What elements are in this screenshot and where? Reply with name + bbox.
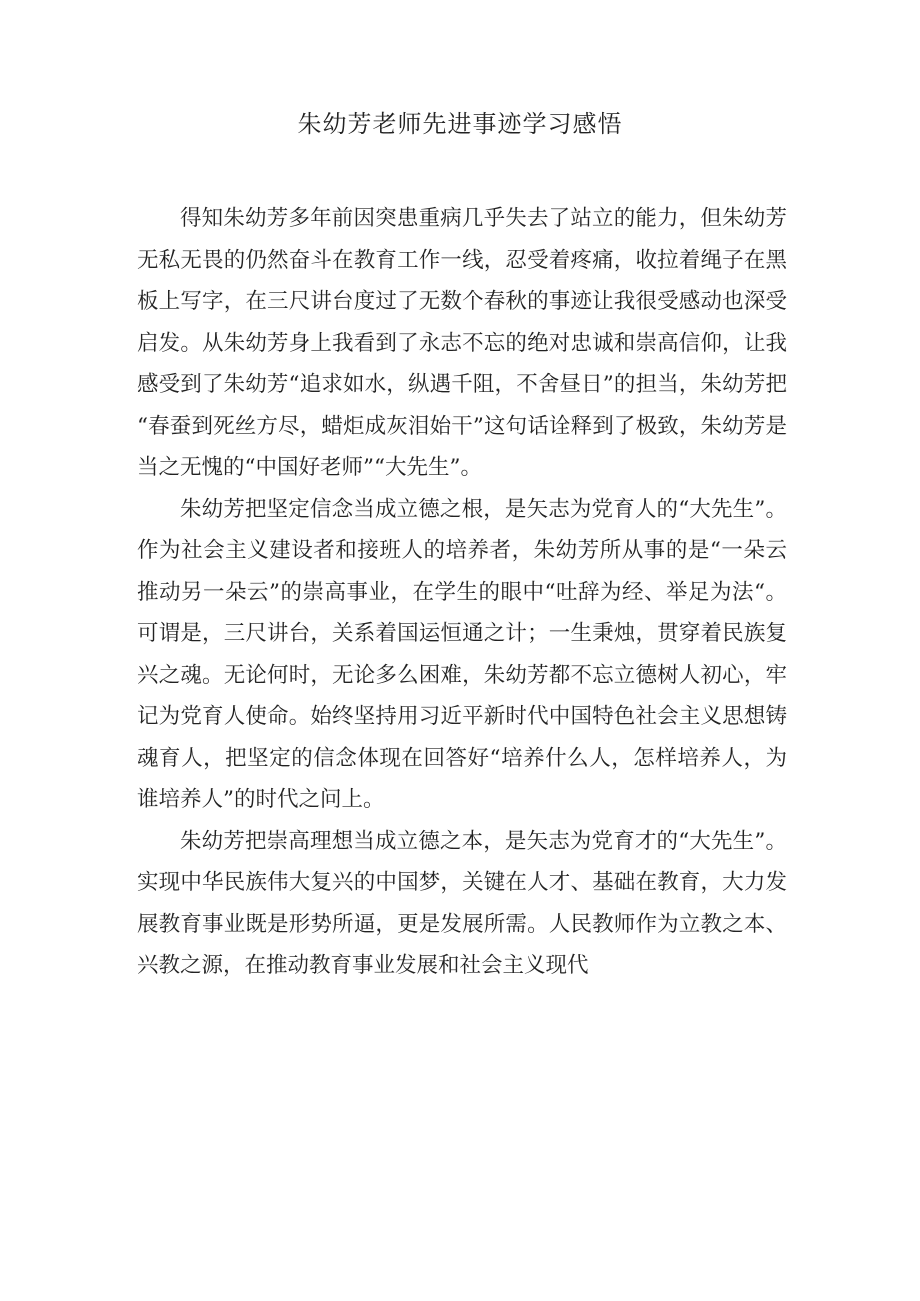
paragraph-2: 朱幼芳把坚定信念当成立德之根，是矢志为党育人的“大先生”。作为社会主义建设者和接班人的培养者，朱幼芳所从事的是“一朵云推动另一朵云”的崇高事业，在学生的眼中“吐辞为经、举足为法“。可谓是，三尺讲台，关系着国运恒通之计；一生秉烛，贯穿着民族复兴之魂。无论何时，无论多么困难，朱幼芳都不忘立德树人初心，牢记为党育人使命。始终坚持用习近平新时代中国特色社会主义思想铸魂育人，把坚定的信念体现在回答好“培养什么人，怎样培养人，为谁培养人”的时代之问上。 [137, 496, 787, 812]
paragraph-3: 朱幼芳把崇高理想当成立德之本，是矢志为党育才的“大先生”。实现中华民族伟大复兴的中国梦，关键在人才、基础在教育，大力发展教育事业既是形势所逼，更是发展所需。人民教师作为立教之本、兴教之源，在推动教育事业发展和社会主义现代 [137, 828, 787, 978]
document-body [137, 198, 787, 987]
paragraph-1: 得知朱幼芳多年前因突患重病几乎失去了站立的能力，但朱幼芳无私无畏的仍然奋斗在教育工作一线，忍受着疼痛，收拉着绳子在黑板上写字，在三尺讲台度过了无数个春秋的事迹让我很受感动也深受启发。从朱幼芳身上我看到了永志不忘的绝对忠诚和崇高信仰，让我感受到了朱幼芳“追求如水，纵遇千阻，不舍昼日”的担当，朱幼芳把“春蚕到死丝方尽，蜡炬成灰泪始干”这句话诠释到了极致，朱幼芳是当之无愧的“中国好老师”“大先生”。 [137, 206, 787, 480]
document-title: 朱幼芳老师先进事迹学习感悟 [297, 110, 623, 138]
